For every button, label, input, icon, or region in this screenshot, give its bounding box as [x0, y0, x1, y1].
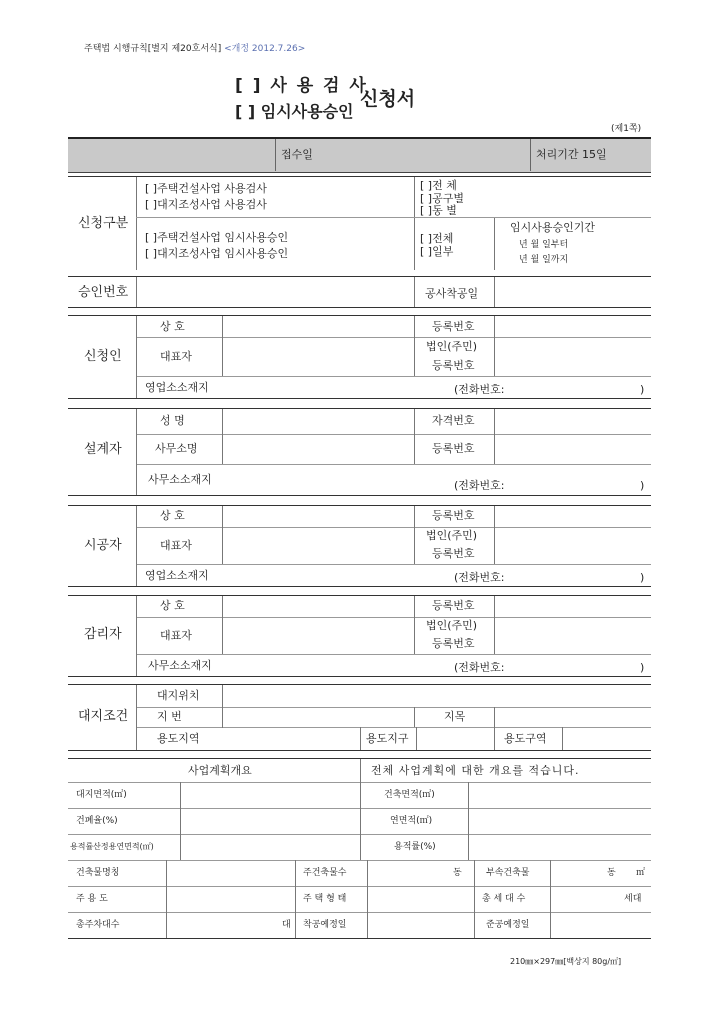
temp-period-label: 임시사용승인기간: [510, 221, 596, 234]
temp-period-from[interactable]: 년 월 일부터: [519, 240, 569, 250]
main-use-label: 주 용 도: [76, 894, 108, 904]
temp-scope-partial[interactable]: [ ]일부: [420, 245, 454, 258]
apply-option-land-temp[interactable]: [ ]대지조성사업 임시사용승인: [145, 247, 289, 260]
regulation-reference: 주택법 시행규칙[별지 제20호서식] <개정 2012.7.26>: [84, 44, 306, 54]
applicant-corp-label: 법인(주민): [426, 340, 478, 353]
housing-type-label: 주 택 형 태: [303, 894, 347, 904]
page-note: (제1쪽): [611, 124, 642, 134]
main-building-count-label: 주건축물수: [303, 868, 347, 878]
supervisor-corp-reg-label: 등록번호: [432, 637, 475, 650]
applicant-trade-name-label: 상 호: [160, 320, 185, 333]
supervisor-phone-label: (전화번호:: [454, 661, 505, 674]
temp-period-to[interactable]: 년 월 일까지: [519, 255, 569, 265]
site-zone-label: 용도지역: [157, 732, 200, 745]
designer-reg-label: 등록번호: [432, 442, 475, 455]
supervisor-trade-name-label: 상 호: [160, 599, 185, 612]
building-name-label: 건축물명칭: [76, 868, 120, 878]
site-location-label: 대지위치: [157, 689, 200, 702]
floor-area-ratio-label: 용적률(%): [394, 842, 436, 852]
designer-label: 설계자: [84, 442, 122, 457]
apply-option-housing-inspection[interactable]: [ ]주택건설사업 사용검사: [145, 182, 267, 195]
designer-phone-label: (전화번호:: [454, 479, 505, 492]
applicant-phone-label: (전화번호:: [454, 383, 505, 396]
auxiliary-building-label: 부속건축물: [486, 868, 530, 878]
designer-name-label: 성 명: [160, 414, 185, 427]
scope-by-section[interactable]: [ ]공구별: [420, 192, 464, 205]
apply-option-land-inspection[interactable]: [ ]대지조성사업 사용검사: [145, 198, 267, 211]
designer-office-label: 사무소명: [155, 442, 198, 455]
total-households-label: 총 세 대 수: [482, 894, 526, 904]
applicant-address-label: 영업소소재지: [145, 381, 209, 394]
construction-start-label: 공사착공일: [425, 287, 479, 300]
builder-rep-label: 대표자: [160, 539, 192, 552]
builder-corp-label: 법인(주민): [426, 529, 478, 542]
planned-completion-label: 준공예정일: [486, 920, 530, 930]
builder-label: 시공자: [84, 538, 122, 553]
builder-reg-label: 등록번호: [432, 509, 475, 522]
processing-period: 처리기간 15일: [536, 148, 607, 161]
site-district-label: 용도지구: [366, 732, 409, 745]
supervisor-label: 감리자: [84, 627, 122, 642]
building-area-label: 건축면적(㎡): [384, 790, 435, 800]
scope-by-building[interactable]: [ ]동 별: [420, 204, 457, 217]
site-conditions-label: 대지조건: [78, 709, 129, 724]
designer-license-label: 자격번호: [432, 414, 475, 427]
plan-summary-note: 전체 사업계획에 대한 개요를 적습니다.: [371, 764, 580, 777]
applicant-reg-label: 등록번호: [432, 320, 475, 333]
title-line-1: [ ] 사 용 검 사: [235, 76, 368, 96]
applicant-corp-reg-label: 등록번호: [432, 359, 475, 372]
applicant-label: 신청인: [84, 349, 122, 364]
plan-summary-header: 사업계획개요: [188, 764, 252, 777]
apply-type-label: 신청구분: [78, 216, 129, 231]
site-lot-label: 지 번: [157, 710, 182, 723]
paper-spec: 210㎜×297㎜[백상지 80g/㎡]: [510, 957, 622, 966]
builder-trade-name-label: 상 호: [160, 509, 185, 522]
builder-phone-label: (전화번호:: [454, 571, 505, 584]
apply-option-housing-temp[interactable]: [ ]주택건설사업 임시사용승인: [145, 231, 289, 244]
supervisor-rep-label: 대표자: [160, 629, 192, 642]
builder-address-label: 영업소소재지: [145, 569, 209, 582]
supervisor-reg-label: 등록번호: [432, 599, 475, 612]
site-category-label: 지목: [444, 710, 466, 723]
total-floor-area-label: 연면적(㎡): [390, 816, 433, 826]
temp-scope-whole[interactable]: [ ]전체: [420, 232, 454, 245]
receipt-date-label: 접수일: [281, 148, 313, 161]
title-line-2: [ ] 임시사용승인: [235, 102, 354, 121]
coverage-ratio-label: 건폐율(%): [76, 816, 118, 826]
planned-start-label: 착공예정일: [303, 920, 347, 930]
applicant-rep-label: 대표자: [160, 350, 192, 363]
far-floor-area-label: 용적률산정용연면적(㎡): [70, 842, 154, 851]
title-suffix: 신청서: [360, 88, 416, 110]
supervisor-corp-label: 법인(주민): [426, 619, 478, 632]
site-area-label: 용도구역: [504, 732, 547, 745]
builder-corp-reg-label: 등록번호: [432, 547, 475, 560]
scope-whole[interactable]: [ ]전 체: [420, 179, 457, 192]
designer-address-label: 사무소소재지: [148, 473, 212, 486]
approval-number-label: 승인번호: [78, 285, 129, 300]
total-parking-label: 총주차대수: [76, 920, 120, 930]
supervisor-address-label: 사무소소재지: [148, 659, 212, 672]
site-area-sqm-label: 대지면적(㎡): [76, 790, 127, 800]
